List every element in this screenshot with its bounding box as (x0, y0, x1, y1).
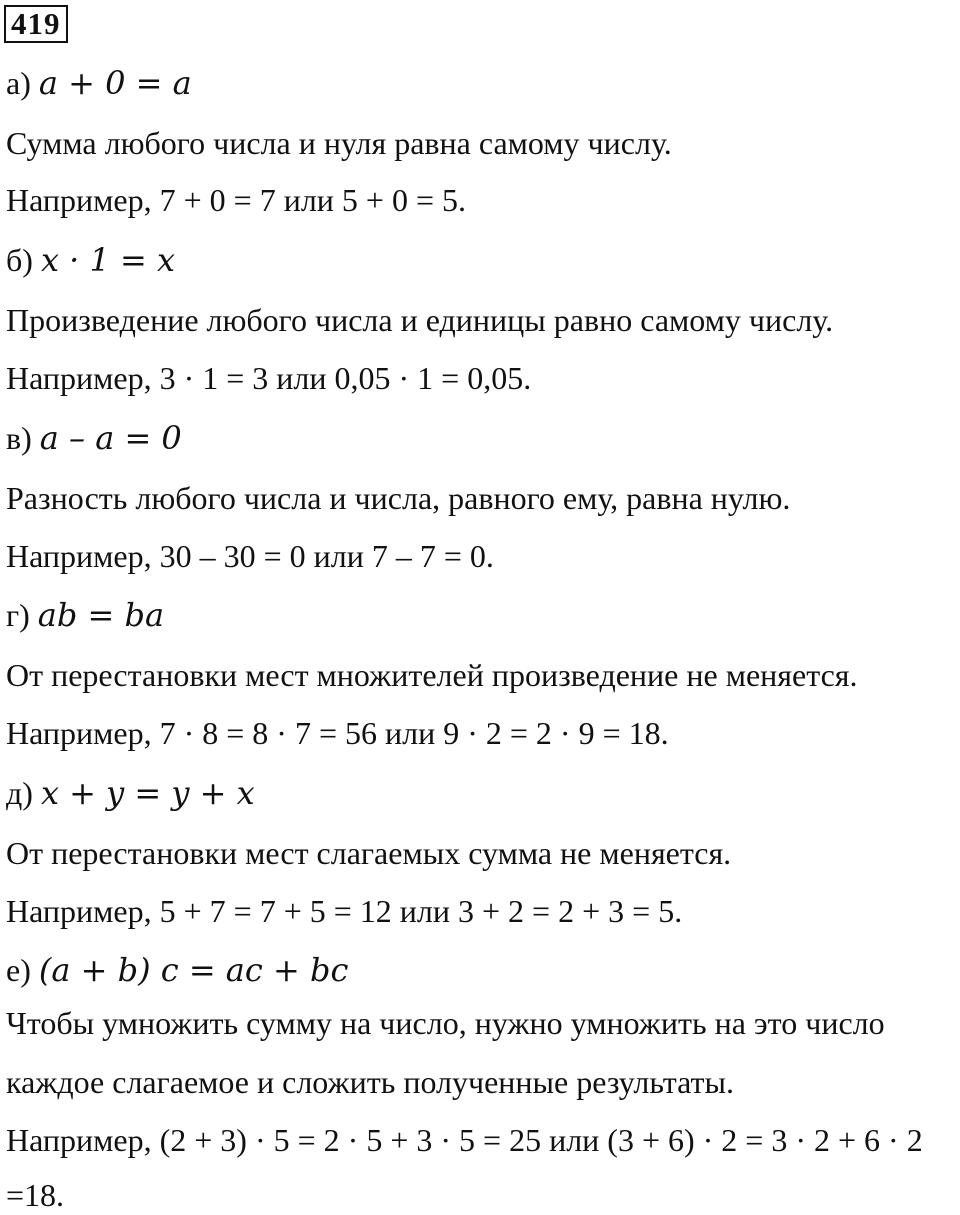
part-a-example: Например, 7 + 0 = 7 или 5 + 0 = 5. (6, 182, 466, 218)
part-b-example: Например, 3 · 1 = 3 или 0,05 · 1 = 0,05. (6, 360, 532, 396)
part-label: г) (6, 597, 30, 633)
part-c-statement: Разность любого числа и числа, равного ему, равна нулю. (6, 480, 791, 516)
formula: a – a = 0 (39, 419, 182, 457)
part-label: е) (6, 952, 31, 988)
part-f-example-continuation: =18. (6, 1177, 65, 1213)
formula: a + 0 = a (38, 64, 192, 102)
part-a-statement: Сумма любого числа и нуля равна самому числу. (6, 125, 672, 161)
part-d-statement: От перестановки мест множителей произведение не меняется. (6, 657, 858, 693)
part-f-heading (6, 950, 348, 990)
part-label: а) (6, 65, 31, 101)
part-e-statement: От перестановки мест слагаемых сумма не меняется. (6, 835, 732, 871)
formula: (a + b) c = ac + bc (38, 951, 349, 989)
part-label: д) (6, 775, 33, 811)
formula: x + y = y + x (40, 774, 255, 812)
part-f-statement-line-1: Чтобы умножить сумму на число, нужно умножить на это число (6, 1005, 885, 1041)
part-label: в) (6, 420, 32, 456)
formula: ab = ba (37, 596, 165, 634)
part-e-heading (6, 773, 255, 813)
part-f-example: Например, (2 + 3) · 5 = 2 · 5 + 3 · 5 = 25 или (3 + 6) · 2 = 3 · 2 + 6 · 2 (6, 1122, 923, 1158)
part-a-heading (6, 63, 192, 103)
part-b-statement: Произведение любого числа и единицы равно самому числу. (6, 302, 834, 338)
part-e-example: Например, 5 + 7 = 7 + 5 = 12 или 3 + 2 = 2 + 3 = 5. (6, 893, 683, 929)
part-c-heading (6, 418, 182, 458)
part-b-heading (6, 240, 175, 280)
part-f-statement-line-2: каждое слагаемое и сложить полученные результаты. (6, 1064, 734, 1100)
part-d-heading (6, 595, 164, 635)
part-label: б) (6, 242, 33, 278)
formula: x · 1 = x (40, 241, 176, 279)
part-d-example: Например, 7 · 8 = 8 · 7 = 56 или 9 · 2 = 2 · 9 = 18. (6, 715, 669, 751)
part-c-example: Например, 30 – 30 = 0 или 7 – 7 = 0. (6, 538, 494, 574)
problem-number: 419 (4, 5, 68, 43)
